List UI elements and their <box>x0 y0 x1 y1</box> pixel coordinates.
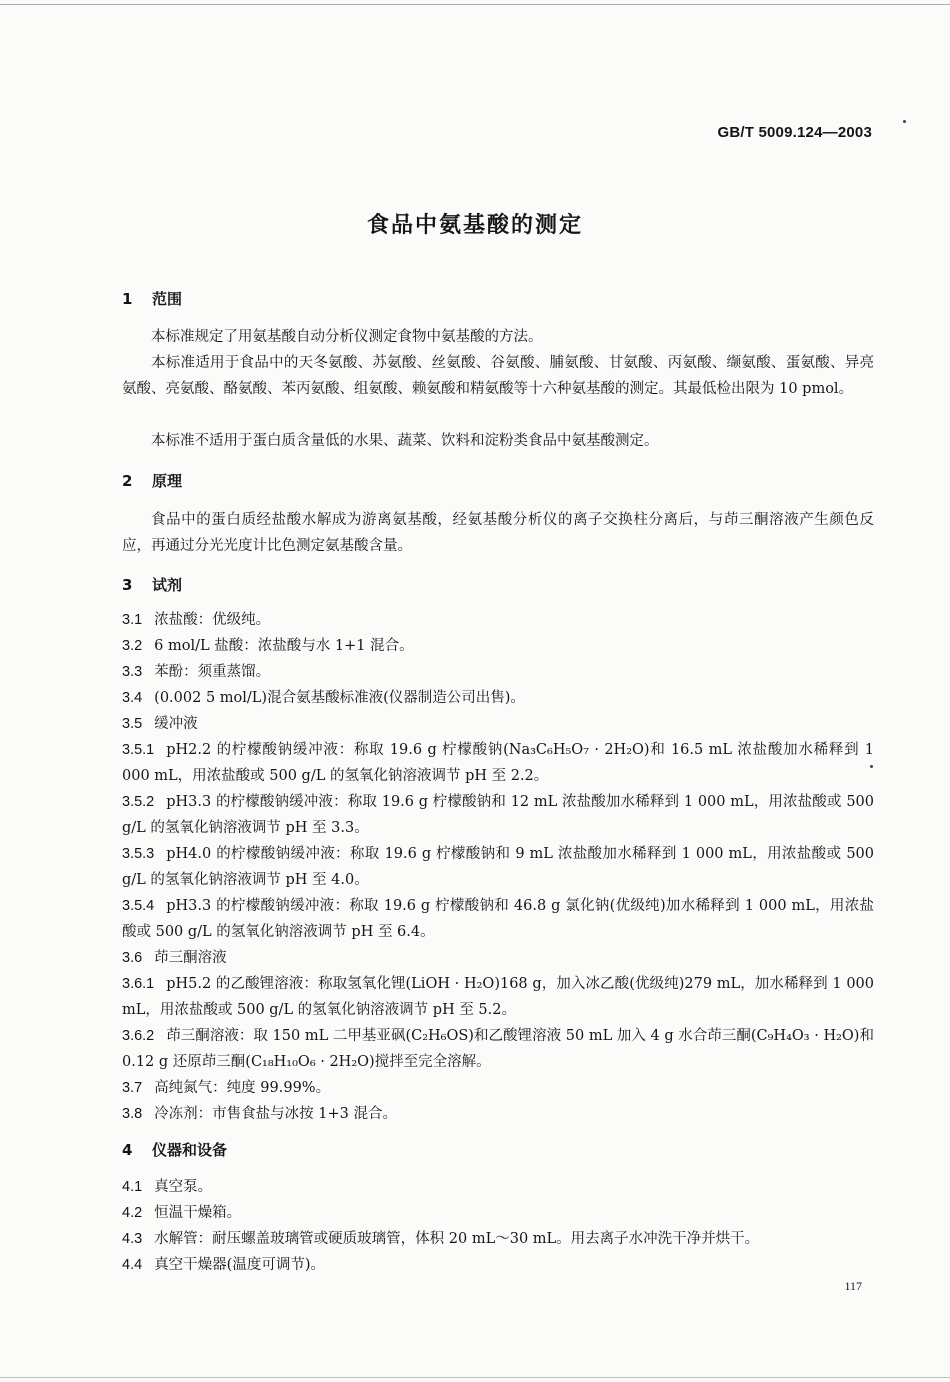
item-number: 3.1 <box>122 612 143 628</box>
item-number: 4.2 <box>122 1205 143 1221</box>
item-text: 真空泵。 <box>154 1179 213 1195</box>
item-number: 4.3 <box>122 1231 143 1247</box>
scan-edge-top <box>0 4 950 5</box>
item-text: pH2.2 的柠檬酸钠缓冲液：称取 19.6 g 柠檬酸钠(Na₃C₆H₅O₇ · 2H₂O)和 16.5 mL 浓盐酸加水稀释到 1 000 mL，用浓盐酸或 500 g/L 的氢氧化钠溶液调节 pH 至 2.2。 <box>122 742 874 784</box>
list-item <box>122 659 874 685</box>
section-number: 2 <box>122 472 133 490</box>
section-1-heading <box>122 288 182 309</box>
section-number: 1 <box>122 290 133 308</box>
section-title: 试剂 <box>152 576 183 594</box>
list-item <box>122 633 874 659</box>
item-number: 3.6.1 <box>122 976 155 992</box>
item-text: 高纯氮气：纯度 99.99%。 <box>154 1080 331 1096</box>
item-text: 水解管：耐压螺盖玻璃管或硬质玻璃管，体积 20 mL～30 mL。用去离子水冲洗干净并烘干。 <box>154 1231 760 1247</box>
scan-speck <box>870 765 873 768</box>
list-item <box>122 1226 874 1252</box>
section-number: 4 <box>122 1141 133 1159</box>
list-item <box>122 945 874 971</box>
item-text: 茚三酮溶液：取 150 mL 二甲基亚砜(C₂H₆OS)和乙酸锂溶液 50 mL 加入 4 g 水合茚三酮(C₉H₄O₃ · H₂O)和 0.12 g 还原茚三酮(C₁₈H₁₀O₆ · 2H₂O)搅拌至完全溶解。 <box>122 1028 874 1070</box>
item-text: pH4.0 的柠檬酸钠缓冲液：称取 19.6 g 柠檬酸钠和 9 mL 浓盐酸加水稀释到 1 000 mL，用浓盐酸或 500 g/L 的氢氧化钠溶液调节 pH 至 4.0。 <box>122 846 874 888</box>
item-text: 茚三酮溶液 <box>154 950 227 966</box>
section-title: 仪器和设备 <box>152 1141 228 1159</box>
paragraph: 食品中的蛋白质经盐酸水解成为游离氨基酸，经氨基酸分析仪的离子交换柱分离后，与茚三酮溶液产生颜色反应，再通过分光光度计比色测定氨基酸含量。 <box>122 512 874 554</box>
item-text: 浓盐酸：优级纯。 <box>154 612 271 628</box>
item-text: pH3.3 的柠檬酸钠缓冲液：称取 19.6 g 柠檬酸钠和 46.8 g 氯化钠(优级纯)加水稀释到 1 000 mL，用浓盐酸或 500 g/L 的氢氧化钠溶液调节 pH 至 6.4。 <box>122 898 874 940</box>
item-text: pH5.2 的乙酸锂溶液：称取氢氧化锂(LiOH · H₂O)168 g，加入冰乙酸(优级纯)279 mL，加水稀释到 1 000 mL，用浓盐酸或 500 g/L 的氢氧化钠溶液调节 pH 至 5.2。 <box>122 976 874 1018</box>
list-item <box>122 789 874 841</box>
section-title: 原理 <box>152 472 183 490</box>
list-item <box>122 711 874 737</box>
list-item <box>122 1174 874 1200</box>
item-number: 3.3 <box>122 664 143 680</box>
section-number: 3 <box>122 576 133 594</box>
paragraph: 本标准不适用于蛋白质含量低的水果、蔬菜、饮料和淀粉类食品中氨基酸测定。 <box>151 433 659 449</box>
item-number: 3.6 <box>122 950 143 966</box>
paragraph: 本标准适用于食品中的天冬氨酸、苏氨酸、丝氨酸、谷氨酸、脯氨酸、甘氨酸、丙氨酸、缬氨酸、蛋氨酸、异亮氨酸、亮氨酸、酪氨酸、苯丙氨酸、组氨酸、赖氨酸和精氨酸等十六种氨基酸的测定。其最低检出限为 10 pmol。 <box>122 355 874 397</box>
page-number: 117 <box>844 1279 862 1293</box>
item-text: 苯酚：须重蒸馏。 <box>154 664 271 680</box>
scan-edge-bottom <box>0 1377 950 1378</box>
item-number: 3.7 <box>122 1080 143 1096</box>
item-text: pH3.3 的柠檬酸钠缓冲液：称取 19.6 g 柠檬酸钠和 12 mL 浓盐酸加水稀释到 1 000 mL，用浓盐酸或 500 g/L 的氢氧化钠溶液调节 pH 至 3.3。 <box>122 794 874 836</box>
item-number: 3.5.4 <box>122 898 155 914</box>
document-title: 食品中氨基酸的测定 <box>366 213 583 238</box>
item-text: 缓冲液 <box>154 716 198 732</box>
item-text: (0.002 5 mol/L)混合氨基酸标准液(仪器制造公司出售)。 <box>154 690 525 706</box>
list-item <box>122 1023 874 1075</box>
scan-speck <box>903 120 906 123</box>
list-item <box>122 607 874 633</box>
item-text: 冷冻剂：市售食盐与冰按 1+3 混合。 <box>154 1106 397 1122</box>
item-number: 3.4 <box>122 690 143 706</box>
item-number: 4.4 <box>122 1257 143 1273</box>
item-number: 3.2 <box>122 638 143 654</box>
section-3-heading <box>122 574 182 595</box>
item-number: 3.5.2 <box>122 794 155 810</box>
section-2-heading <box>122 470 182 491</box>
item-number: 3.8 <box>122 1106 143 1122</box>
list-item <box>122 685 874 711</box>
standard-code: GB/T 5009.124—2003 <box>717 124 872 141</box>
item-number: 3.5.3 <box>122 846 155 862</box>
item-number: 3.6.2 <box>122 1028 155 1044</box>
list-item <box>122 1101 874 1127</box>
item-text: 真空干燥器(温度可调节)。 <box>154 1257 325 1273</box>
item-text: 恒温干燥箱。 <box>154 1205 242 1221</box>
list-item <box>122 893 874 945</box>
list-item <box>122 737 874 789</box>
list-item <box>122 971 874 1023</box>
paragraph: 本标准规定了用氨基酸自动分析仪测定食物中氨基酸的方法。 <box>151 329 543 345</box>
section-title: 范围 <box>152 290 183 308</box>
item-number: 3.5 <box>122 716 143 732</box>
list-item <box>122 1075 874 1101</box>
item-number: 4.1 <box>122 1179 143 1195</box>
list-item <box>122 841 874 893</box>
section-4-heading <box>122 1139 227 1160</box>
item-text: 6 mol/L 盐酸：浓盐酸与水 1+1 混合。 <box>154 638 414 654</box>
list-item <box>122 1200 874 1226</box>
item-number: 3.5.1 <box>122 742 155 758</box>
list-item <box>122 1252 874 1278</box>
